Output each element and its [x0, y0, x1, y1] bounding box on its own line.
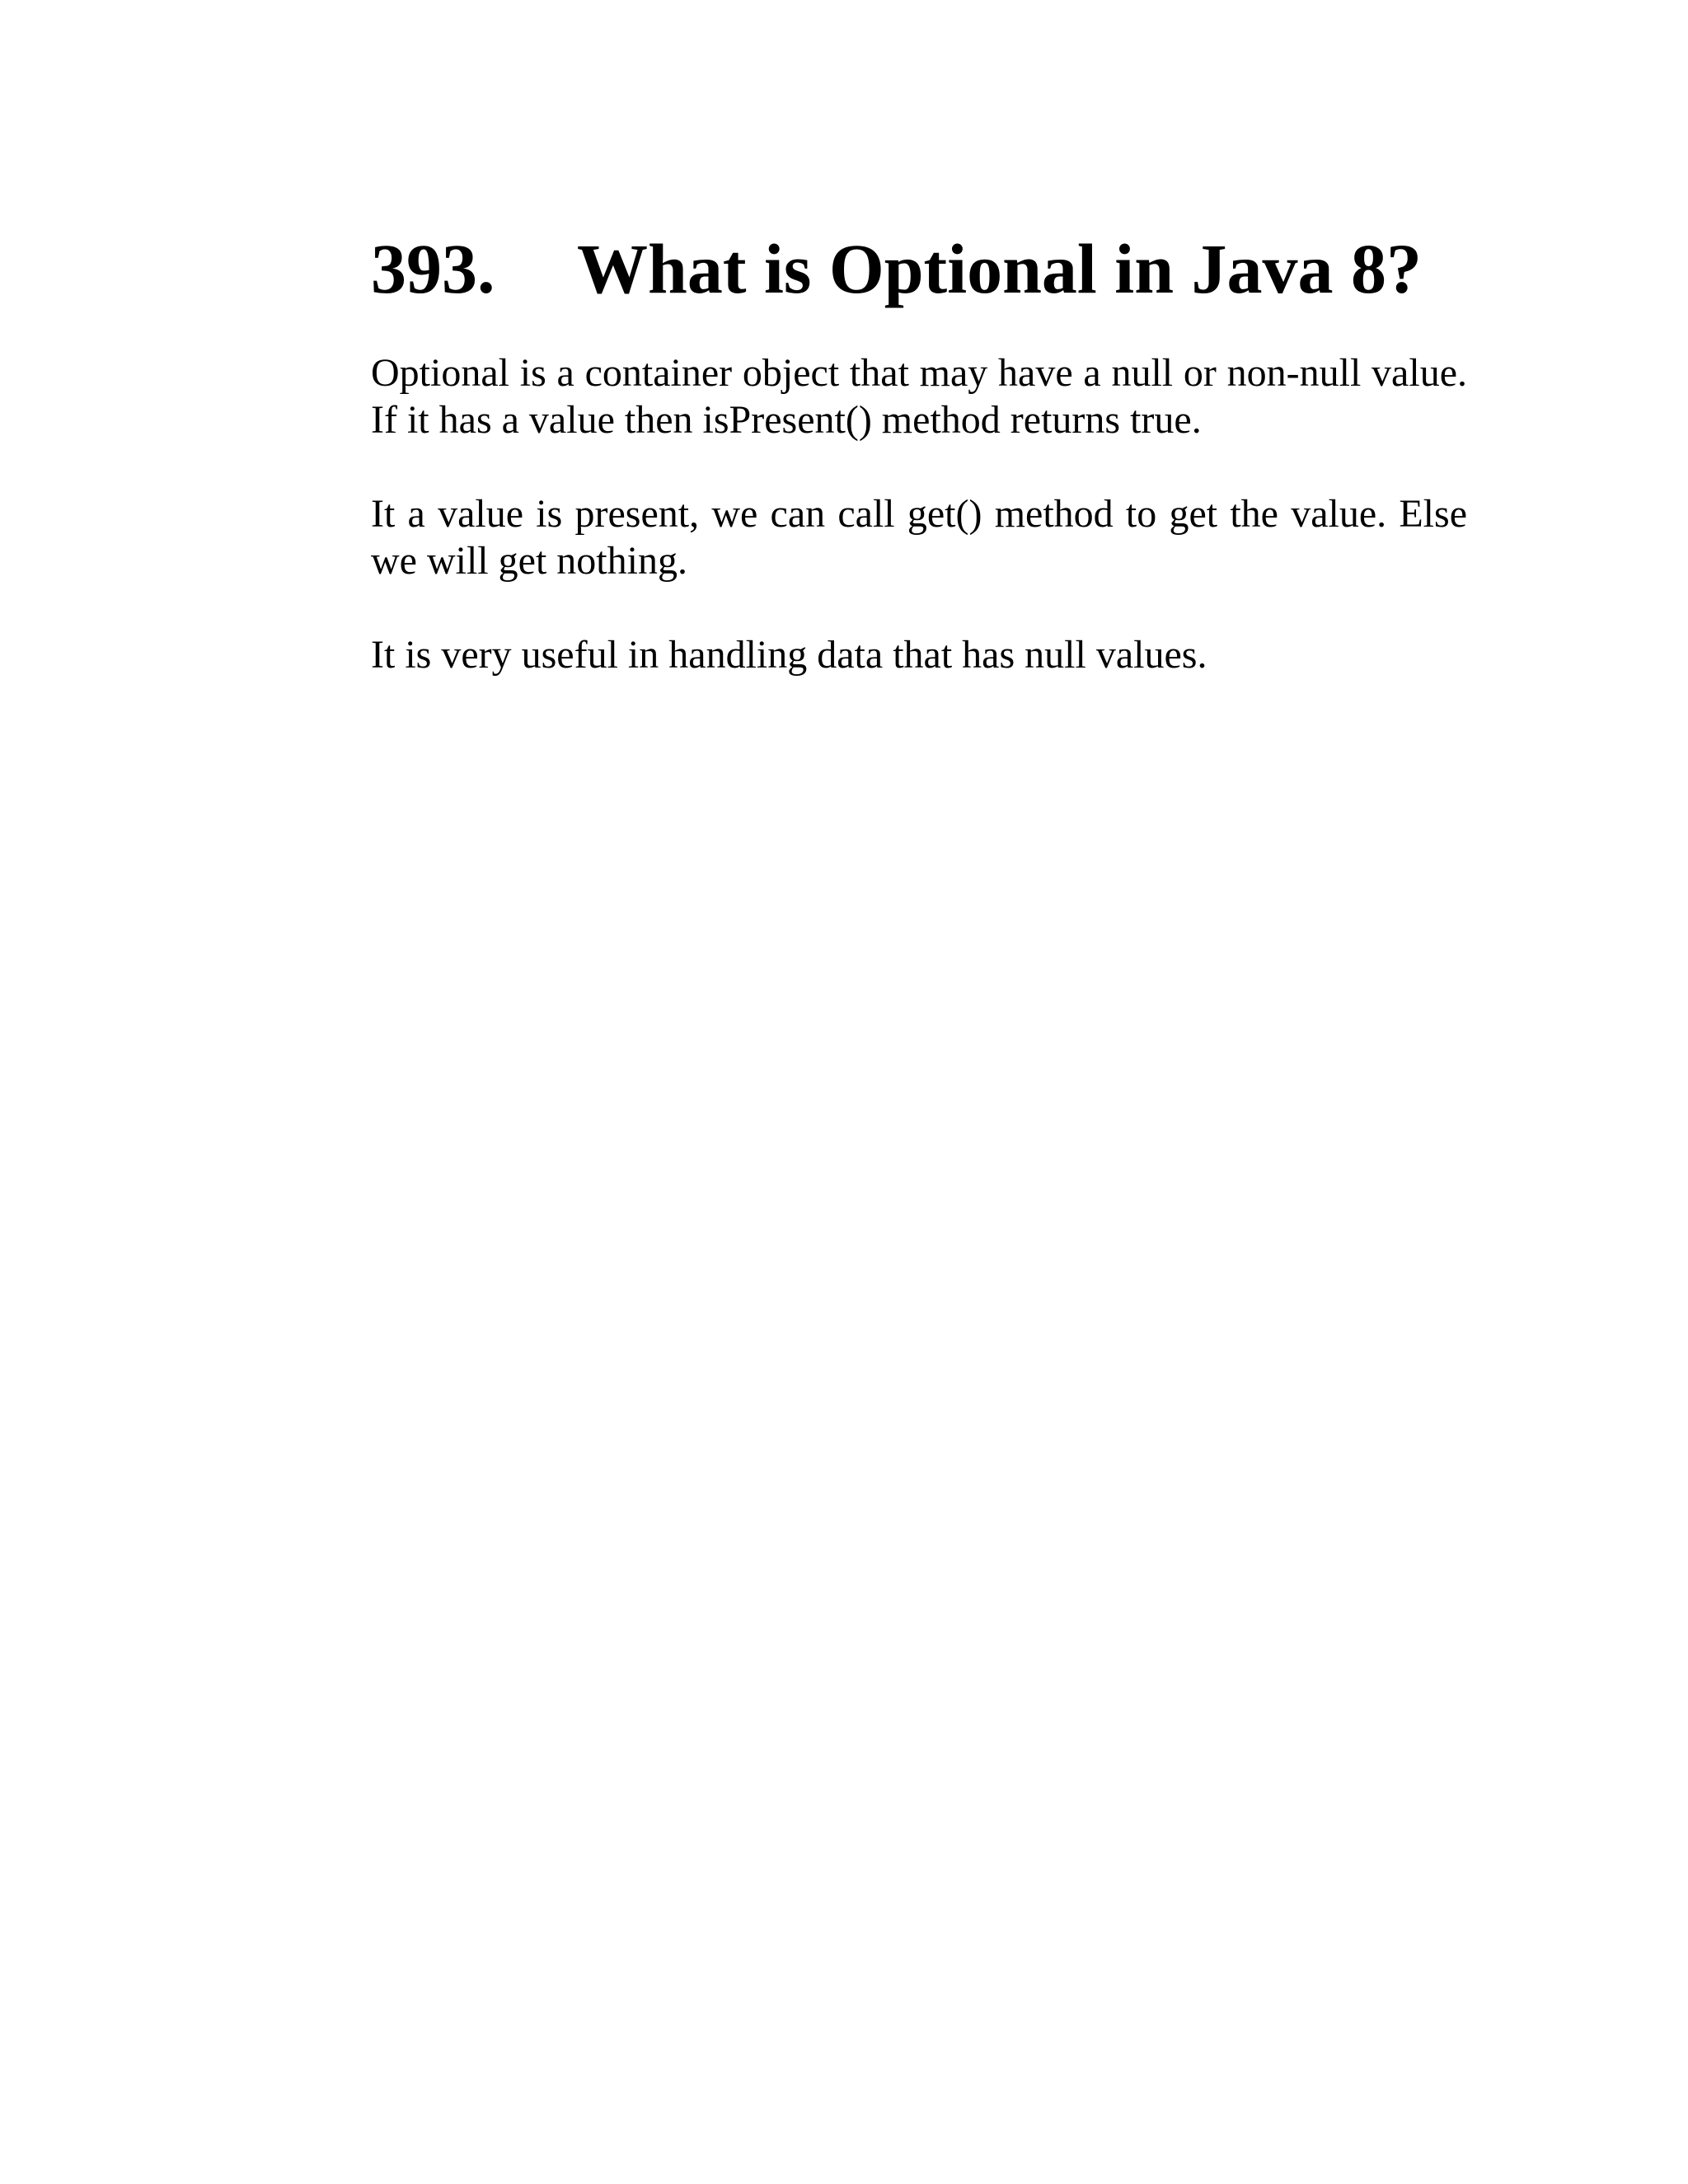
question-heading — [371, 223, 1467, 315]
answer-paragraph-2: It a value is present, we can call get() method to get the value. Else we will get nothing. — [371, 492, 1467, 583]
question-title: What is Optional in Java 8? — [577, 229, 1423, 308]
answer-paragraph-1: Optional is a container object that may have a null or non-null value. If it has a value then isPresent() method returns true. — [371, 351, 1467, 442]
page-content — [371, 223, 1467, 678]
answer-paragraph-3: It is very useful in handling data that has null values. — [371, 633, 1207, 677]
question-number: 393. — [371, 229, 495, 308]
